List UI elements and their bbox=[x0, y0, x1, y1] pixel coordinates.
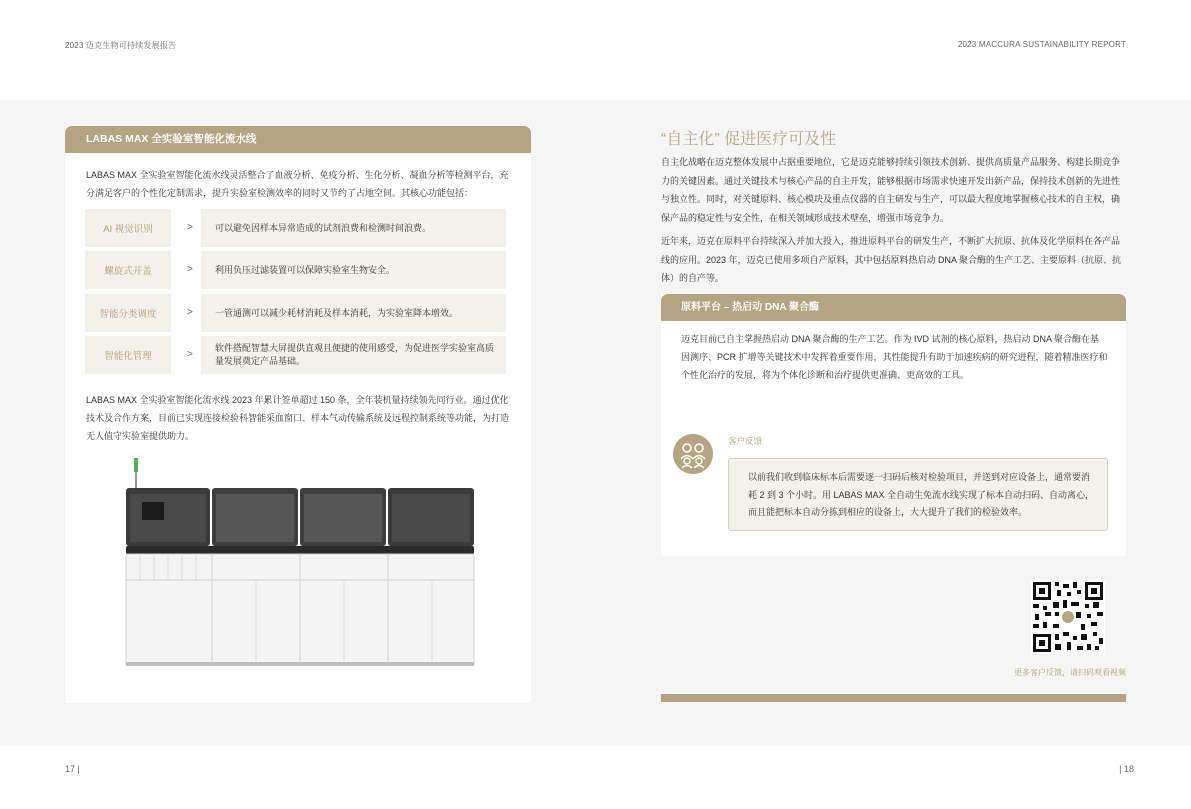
feature-desc: 一管通测可以减少耗材消耗及样本消耗，为实验室降本增效。 bbox=[201, 294, 506, 332]
arrow-icon: > bbox=[187, 307, 193, 318]
platform-card bbox=[661, 294, 1126, 430]
report-title-cn: 2023 迈克生物可持续发展报告 bbox=[65, 41, 177, 50]
arrow-icon: > bbox=[187, 264, 193, 275]
feature-name: 螺旋式开盖 bbox=[85, 251, 171, 289]
autonomy-paragraph: 自主化战略在迈克整体发展中占据重要地位，它是迈克能够持续引领技术创新、提供高质量产品服务、构建长期竞争力的关键因素。通过关键技术与核心产品的自主开发，能够根据市场需求快速开发出新产品，保持技术创新的先进性与独立性。同时，对关键原料、核心模块及重点仪器的自主研发与生产，可以最大程度地掌握核心技术的自主权，确保产品的稳定性与安全性，在相关领域形成技术壁垒，增强市场竞争力。 bbox=[661, 157, 1121, 223]
feedback-quote: 以前我们收到临床标本后需要逐一扫码后核对检验项目，并送到对应设备上，通常要消耗 2 到 3 个小时。用 LABAS MAX 全自动生免流水线实现了标本自动扫码、自动离心，而且能把标本自动分拣到相应的设备上，大大提升了我们的检验效率。 bbox=[728, 458, 1108, 531]
feature-name: AI 视觉识别 bbox=[85, 209, 171, 247]
labas-max-card bbox=[65, 126, 531, 703]
feature-name: 智能化管理 bbox=[85, 336, 171, 374]
report-title-en: 2023 MACCURA SUSTAINABILITY REPORT bbox=[957, 40, 1126, 49]
feature-row bbox=[85, 294, 506, 332]
feedback-label: 客户反馈 bbox=[728, 436, 763, 446]
page-number-left: 17 | bbox=[65, 764, 80, 774]
platform-card-title: 原料平台 – 热启动 DNA 聚合酶 bbox=[661, 294, 1126, 321]
feature-desc: 软件搭配智慧大屏提供直观且便捷的使用感受，为促进医学实验室高质量发展奠定产品基础。 bbox=[201, 336, 506, 374]
labas-max-summary: LABAS MAX 全实验室智能化流水线 2023 年累计签单超过 150 条，全年装机量持续领先同行业。通过优化技术及合作方案，目前已实现连接检验科智能采血窗口、样本气动传输系统及远程控制系统等功能，为打造无人值守实验室提供助力。 bbox=[86, 395, 510, 441]
feature-row bbox=[85, 251, 506, 289]
section-title: “自主化” 促进医疗可及性 bbox=[661, 131, 837, 148]
feature-row bbox=[85, 336, 506, 374]
feature-row bbox=[85, 209, 506, 247]
labas-max-intro: LABAS MAX 全实验室智能化流水线灵活整合了血液分析、免疫分析、生化分析、凝血分析等检测平台，充分满足客户的个性化定制需求，提升实验室检测效率的同时又节约了占地空间。其核心功能包括： bbox=[86, 170, 509, 198]
feature-name: 智能分类调度 bbox=[85, 294, 171, 332]
accent-bar bbox=[661, 694, 1126, 702]
people-group-icon bbox=[673, 434, 713, 474]
raw-material-paragraph: 近年来，迈克在原料平台持续深入并加大投入，推进原料平台的研发生产，不断扩大抗原、抗体及化学原料在各产品线的应用。2023 年，迈克已使用多项自产原料，其中包括原料热启动 DNA 聚合酶的生产工艺、主要原料（抗原、抗体）的自产等。 bbox=[661, 236, 1122, 283]
feature-desc: 利用负压过滤装置可以保障实验室生物安全。 bbox=[201, 251, 506, 289]
feature-desc: 可以避免因样本异常造成的试剂浪费和检测时间浪费。 bbox=[201, 209, 506, 247]
arrow-icon: > bbox=[187, 349, 193, 360]
labas-max-card-title: LABAS MAX 全实验室智能化流水线 bbox=[65, 126, 531, 153]
qr-code-icon[interactable] bbox=[1031, 580, 1105, 654]
arrow-icon: > bbox=[187, 222, 193, 233]
platform-card-text: 迈克目前已自主掌握热启动 DNA 聚合酶的生产工艺。作为 IVD 试剂的核心原料，热启动 DNA 聚合酶在基因测序、PCR 扩增等关键技术中发挥着重要作用，其性能提升有助于加速疾病的研究进程，随着精准医疗和个性化治疗的发展，将为个体化诊断和治疗提供更准确、更高效的工具。 bbox=[681, 334, 1108, 380]
customer-feedback-card bbox=[661, 416, 1126, 556]
qr-caption: 更多客户反馈，请扫码观看视频 bbox=[1014, 668, 1126, 677]
page-number-right: | 18 bbox=[1119, 764, 1134, 774]
lab-automation-line-image bbox=[120, 458, 480, 670]
